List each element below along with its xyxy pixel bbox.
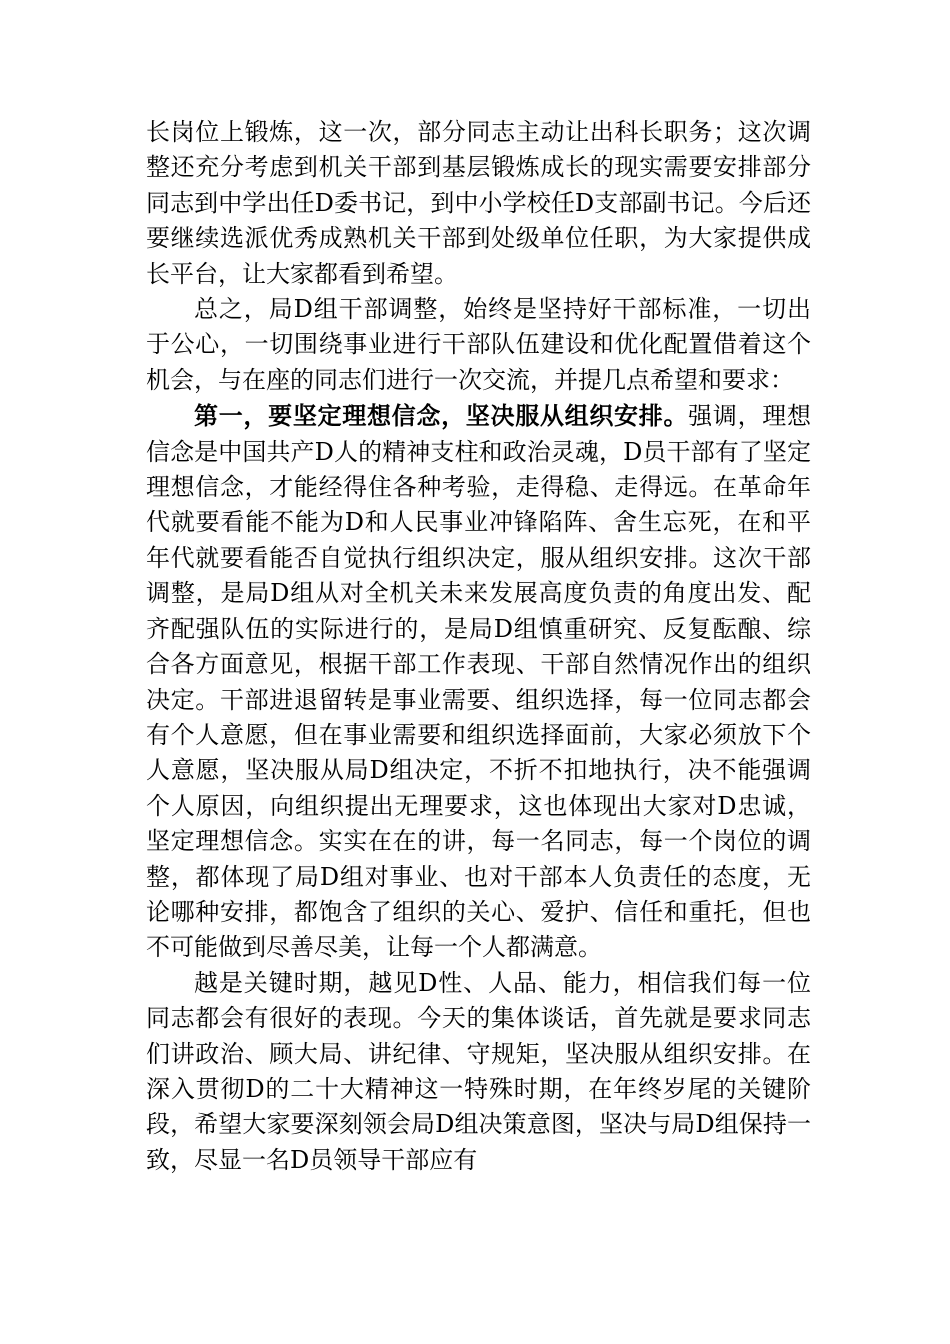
paragraph-2-text: 总之，局D组干部调整，始终是坚持好干部标准，一切出于公心，一切围绕事业进行干部队伍建设和优化配置借着这个机会，与在座的同志们进行一次交流，并提几点希望和要求：	[146, 295, 811, 394]
document-body	[146, 115, 811, 1178]
paragraph-2	[146, 292, 811, 398]
paragraph-4	[146, 966, 811, 1178]
paragraph-1-text: 长岗位上锻炼，这一次，部分同志主动让出科长职务；这次调整还充分考虑到机关干部到基层锻炼成长的现实需要安排部分同志到中学出任D委书记，到中小学校任D支部副书记。今后还要继续选派优秀成熟机关干部到处级单位任职，为大家提供成长平台，让大家都看到希望。	[146, 118, 811, 288]
paragraph-3-text: 强调，理想信念是中国共产D人的精神支柱和政治灵魂，D员干部有了坚定理想信念，才能经得住各种考验，走得稳、走得远。在革命年代就要看能不能为D和人民事业冲锋陷阵、舍生忘死，在和平年代就要看能否自觉执行组织决定，服从组织安排。这次干部调整，是局D组从对全机关未来发展高度负责的角度出发、配齐配强队伍的实际进行的，是局D组慎重研究、反复酝酿、综合各方面意见，根据干部工作表现、干部自然情况作出的组织决定。干部进退留转是事业需要、组织选择，每一位同志都会有个人意愿，但在事业需要和组织选择面前，大家必须放下个人意愿，坚决服从局D组决定，不折不扣地执行，决不能强调个人原因，向组织提出无理要求，这也体现出大家对D忠诚，坚定理想信念。实实在在的讲，每一名同志，每一个岗位的调整，都体现了局D组对事业、也对干部本人负责任的态度，无论哪种安排，都饱含了组织的关心、爱护、信任和重托，但也不可能做到尽善尽美，让每一个人都满意。	[146, 402, 812, 962]
paragraph-4-text: 越是关键时期，越见D性、人品、能力，相信我们每一位同志都会有很好的表现。今天的集体谈话，首先就是要求同志们讲政治、顾大局、讲纪律、守规矩，坚决服从组织安排。在深入贯彻D的二十大精神这一特殊时期，在年终岁尾的关键阶段，希望大家要深刻领会局D组决策意图，坚决与局D组保持一致，尽显一名D员领导干部应有	[146, 968, 811, 1174]
paragraph-3	[146, 398, 811, 966]
paragraph-3-bold-lead: 第一，要坚定理想信念，坚决服从组织安排。	[194, 401, 689, 431]
paragraph-1	[146, 115, 811, 292]
